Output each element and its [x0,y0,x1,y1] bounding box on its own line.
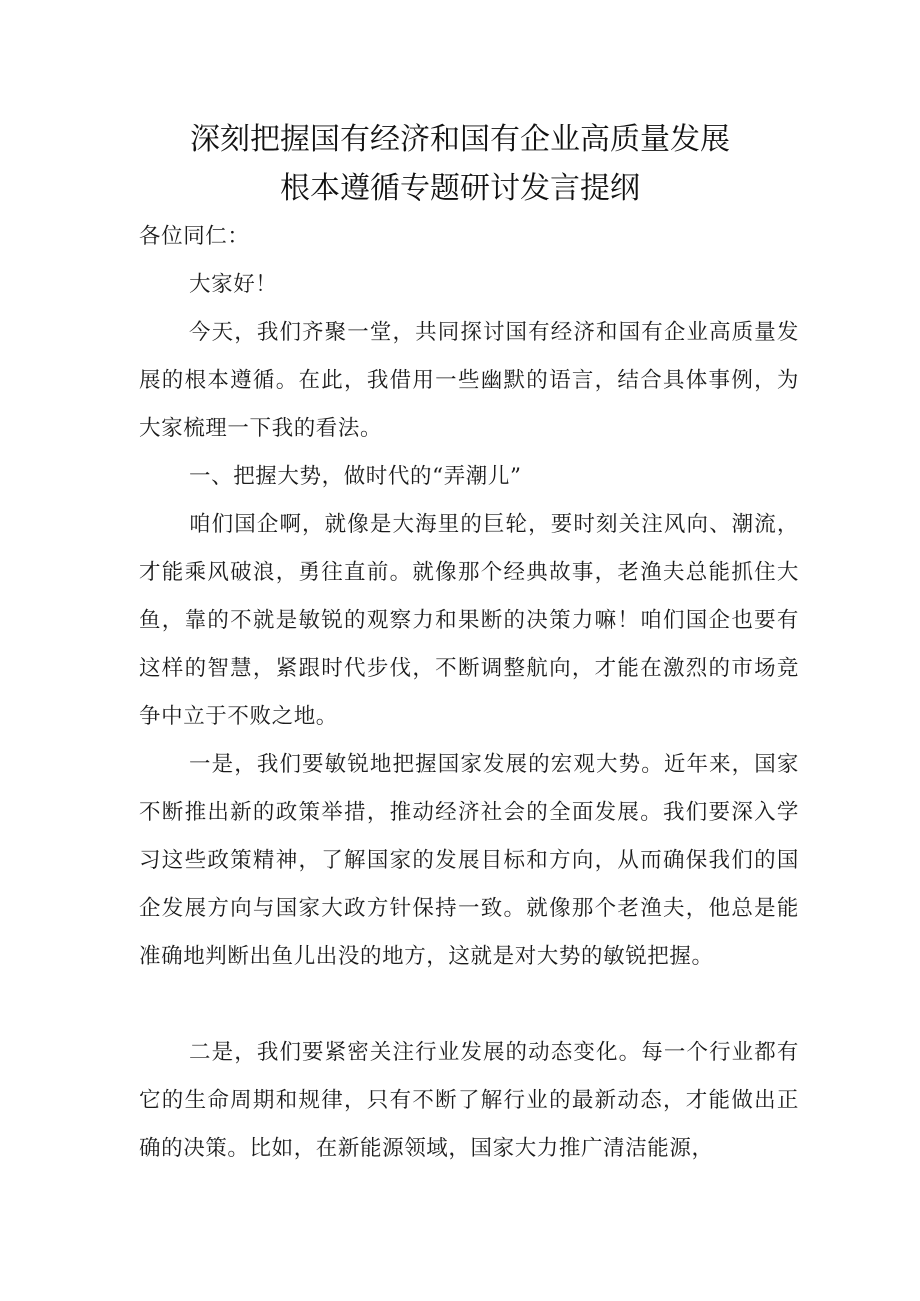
paragraph-greeting: 大家好！ [189,272,278,297]
paragraph-point-2: 二是，我们要紧密关注行业发展的动态变化。每一个行业都有它的生命周期和规律，只有不断了解行业的最新动态，才能做出正确的决策。比如，在新能源领域，国家大力推广清洁能源， [139,1040,799,1161]
paragraph-point-1: 一是，我们要敏锐地把握国家发展的宏观大势。近年来，国家不断推出新的政策举措，推动经济社会的全面发展。我们要深入学习这些政策精神，了解国家的发展目标和方向，从而确保我们的国企发展方向与国家大政方针保持一致。就像那个老渔夫，他总是能准确地判断出鱼儿出没的地方，这就是对大势的敏锐把握。 [139,752,799,969]
salutation: 各位同仁： [139,224,250,249]
document-title-line2: 根本遵循专题研讨发言提纲 [280,171,640,206]
section-heading-1: 一、把握大势，做时代的“弄潮儿” [189,464,522,489]
document-title-line1: 深刻把握国有经济和国有企业高质量发展 [190,122,730,157]
paragraph-section1-overview: 咱们国企啊，就像是大海里的巨轮，要时刻关注风向、潮流，才能乘风破浪，勇往直前。就像那个经典故事，老渔夫总能抓住大鱼，靠的不就是敏锐的观察力和果断的决策力嘛！咱们国企也要有这样的智慧，紧跟时代步伐，不断调整航向，才能在激烈的市场竞争中立于不败之地。 [139,512,799,729]
paragraph-intro: 今天，我们齐聚一堂，共同探讨国有经济和国有企业高质量发展的根本遵循。在此，我借用一些幽默的语言，结合具体事例，为大家梳理一下我的看法。 [139,320,799,441]
